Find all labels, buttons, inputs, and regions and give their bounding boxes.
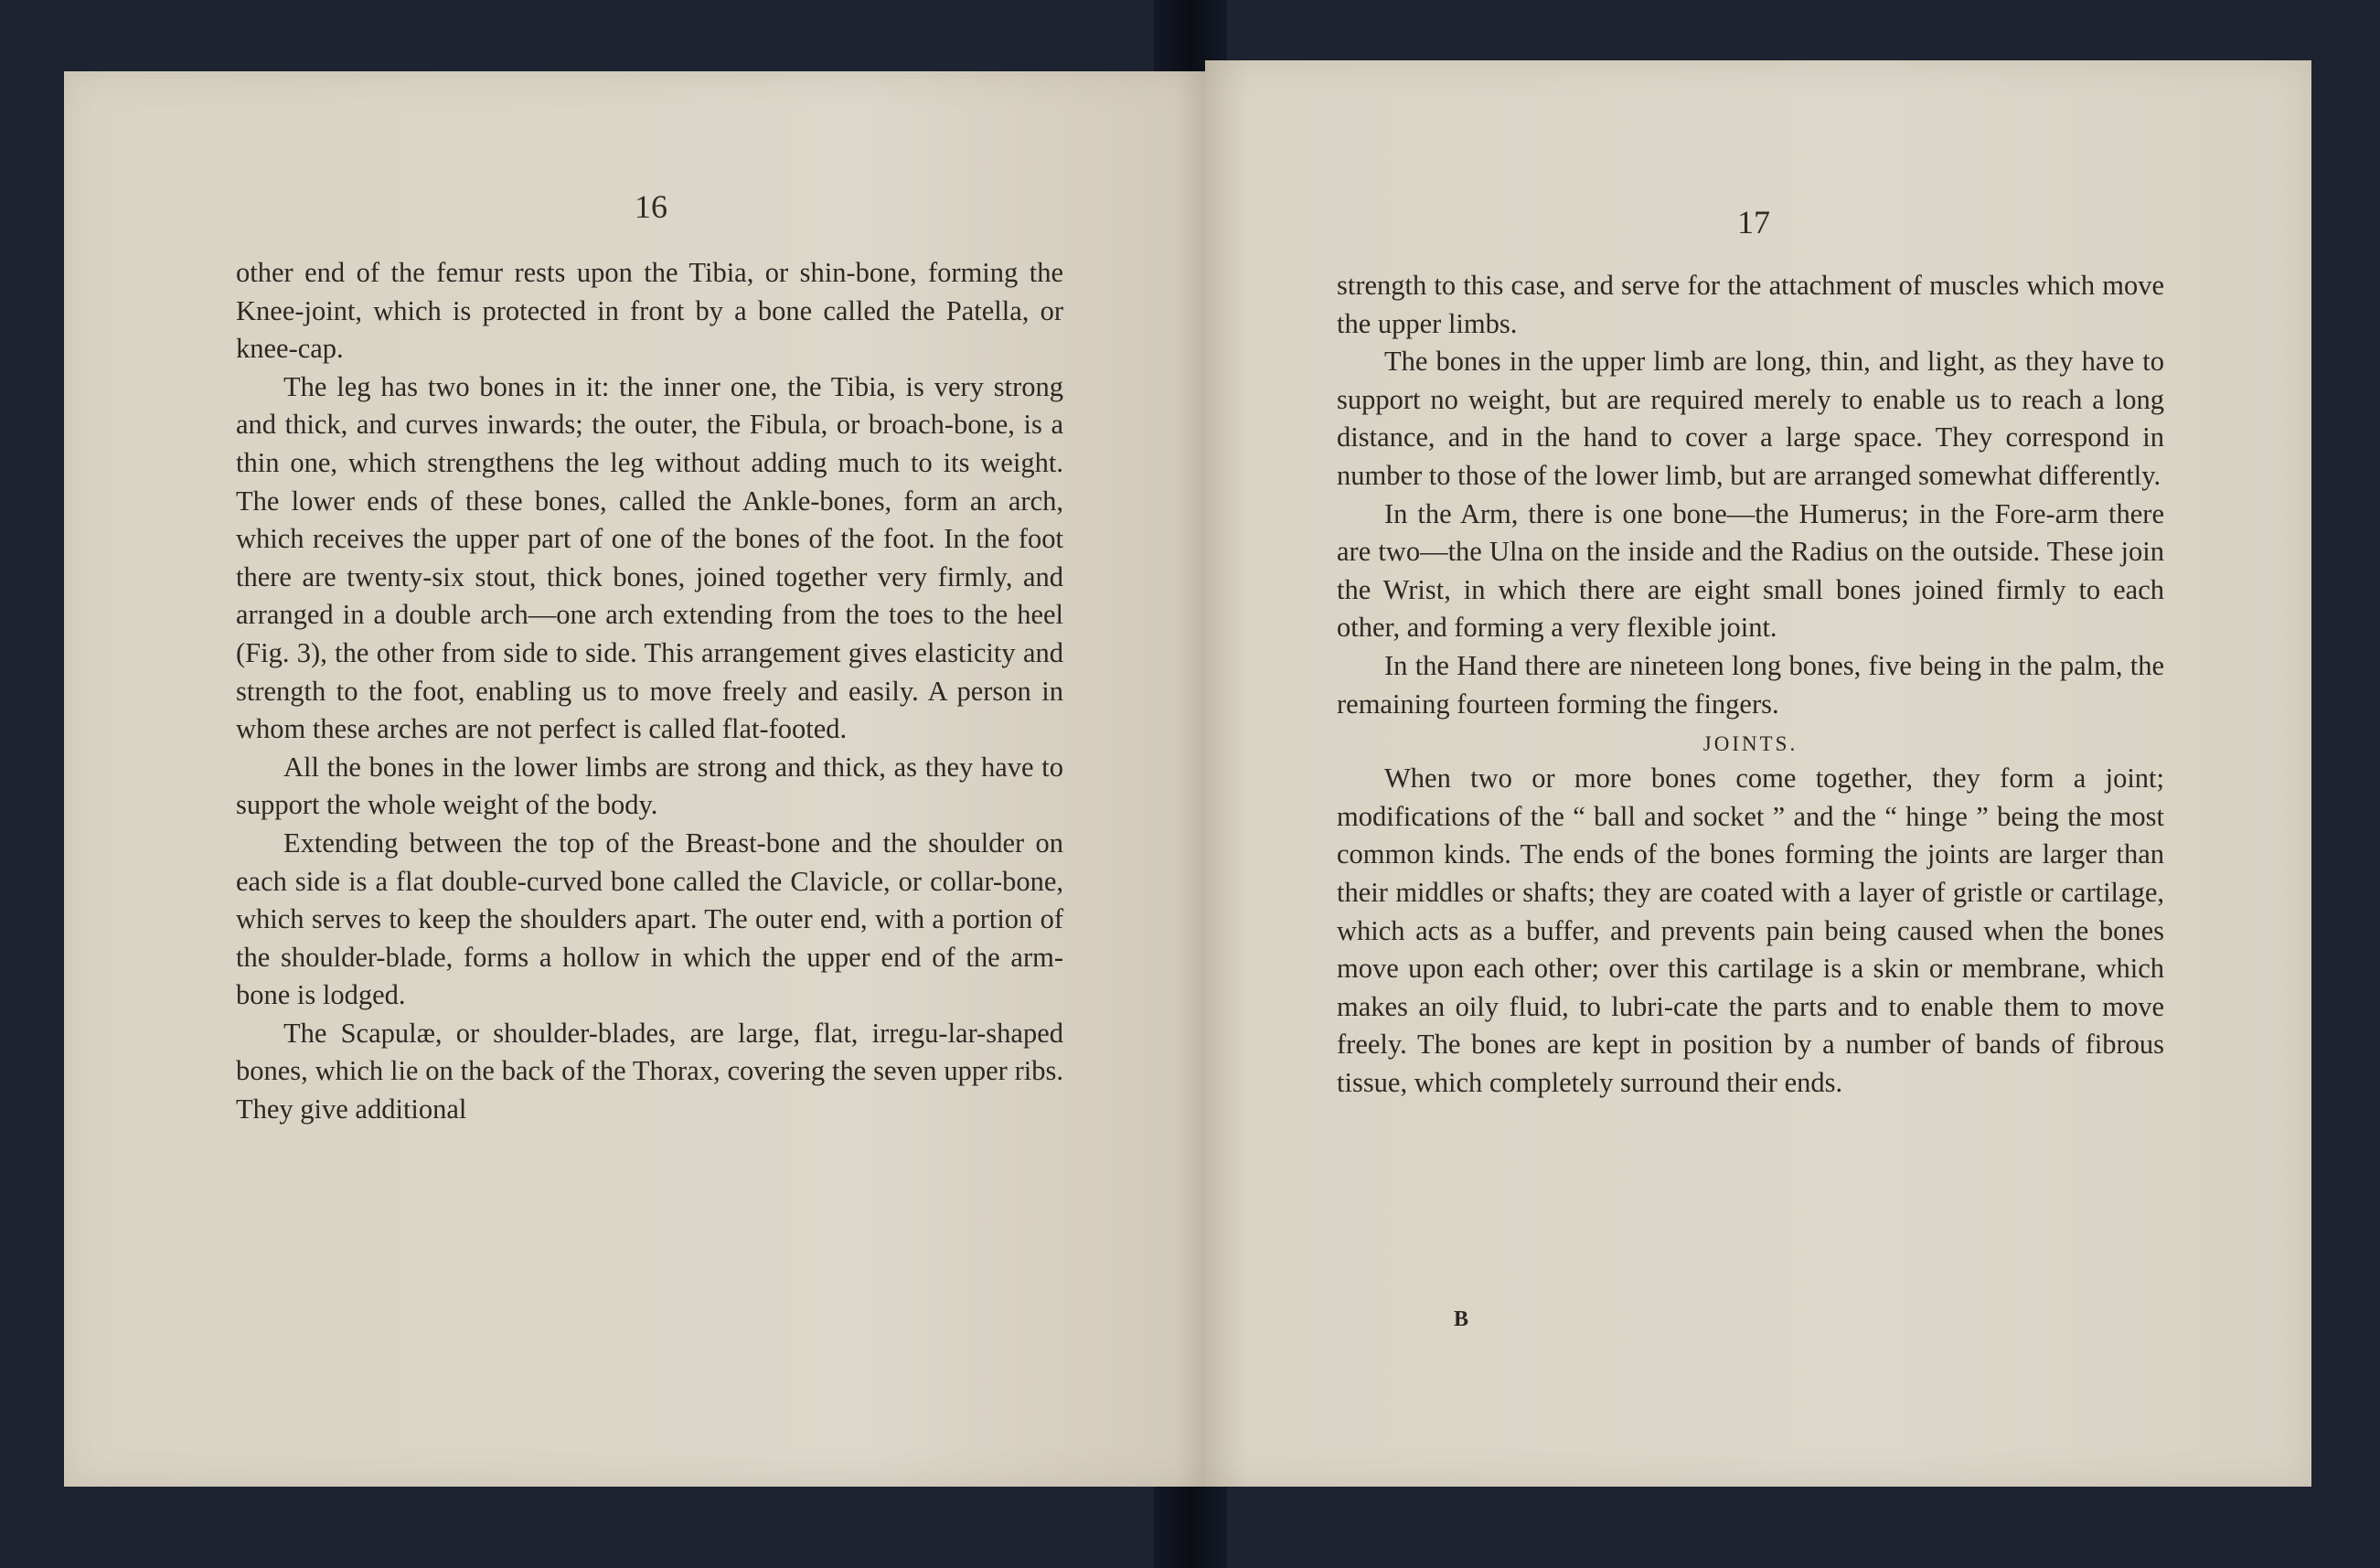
signature-mark: B: [1454, 1307, 1469, 1331]
section-heading: JOINTS.: [1702, 732, 1798, 756]
paragraph: strength to this case, and serve for the attachment of muscles which move the upper limbs.: [1337, 270, 2164, 339]
paragraph: In the Hand there are nineteen long bones, five being in the palm, the remaining fourteen forming the fingers.: [1337, 649, 2164, 720]
paragraph: In the Arm, there is one bone—the Humerus; in the Fore-arm there are two—the Ulna on the inside and the Radius on the outside. These join the Wrist, in which there are eight small bones joined firmly to each other, and forming a very flexible joint.: [1337, 497, 2164, 644]
right-page-text: [1337, 267, 2164, 1102]
paragraph: The Scapulæ, or shoulder-blades, are large, flat, irregu-lar-shaped bones, which lie on the back of the Thorax, covering the seven upper ribs. They give additional: [236, 1017, 1063, 1125]
left-page-text: [236, 254, 1063, 1129]
paragraph: When two or more bones come together, they form a joint; modifications of the “ ball and socket ” and the “ hinge ” being the most common kinds. The ends of the bones forming the joints are larger than their middles or shafts; they are coated with a layer of gristle or cartilage, which acts as a buffer, and prevents pain being caused when the bones move upon each other; over this cartilage is a skin or membrane, which makes an oily fluid, to lubri-cate the parts and to enable them to move freely. The bones are kept in position by a number of bands of fibrous tissue, which completely surround their ends.: [1337, 763, 2164, 1098]
paragraph: The leg has two bones in it: the inner one, the Tibia, is very strong and thick, and curves inwards; the outer, the Fibula, or broach-bone, is a thin one, which strengthens the leg without adding much to its weight. The lower ends of these bones, called the Ankle-bones, form an arch, which receives the upper part of one of the bones of the foot. In the foot there are twenty-six stout, thick bones, joined together very firmly, and arranged in a double arch—one arch extending from the toes to the heel (Fig. 3), the other from side to side. This arrangement gives elasticity and strength to the foot, enabling us to move freely and easily. A person in whom these arches are not perfect is called flat-footed.: [236, 370, 1063, 745]
paragraph: Extending between the top of the Breast-bone and the shoulder on each side is a flat double-curved bone called the Clavicle, or collar-bone, which serves to keep the shoulders apart. The outer end, with a portion of the shoulder-blade, forms a hollow in which the upper end of the arm-bone is lodged.: [236, 827, 1063, 1011]
paragraph: All the bones in the lower limbs are strong and thick, as they have to support the whole weight of the body.: [236, 751, 1063, 821]
paragraph: other end of the femur rests upon the Tibia, or shin-bone, forming the Knee-joint, which is protected in front by a bone called the Patella, or knee-cap.: [236, 257, 1063, 365]
left-page-number: 16: [635, 188, 667, 225]
paragraph: The bones in the upper limb are long, thin, and light, as they have to support no weight, but are required merely to enable us to reach a long distance, and in the hand to cover a large space. They correspond in number to those of the lower limb, but are arranged somewhat differently.: [1337, 346, 2164, 491]
right-page-number: 17: [1737, 204, 1770, 240]
